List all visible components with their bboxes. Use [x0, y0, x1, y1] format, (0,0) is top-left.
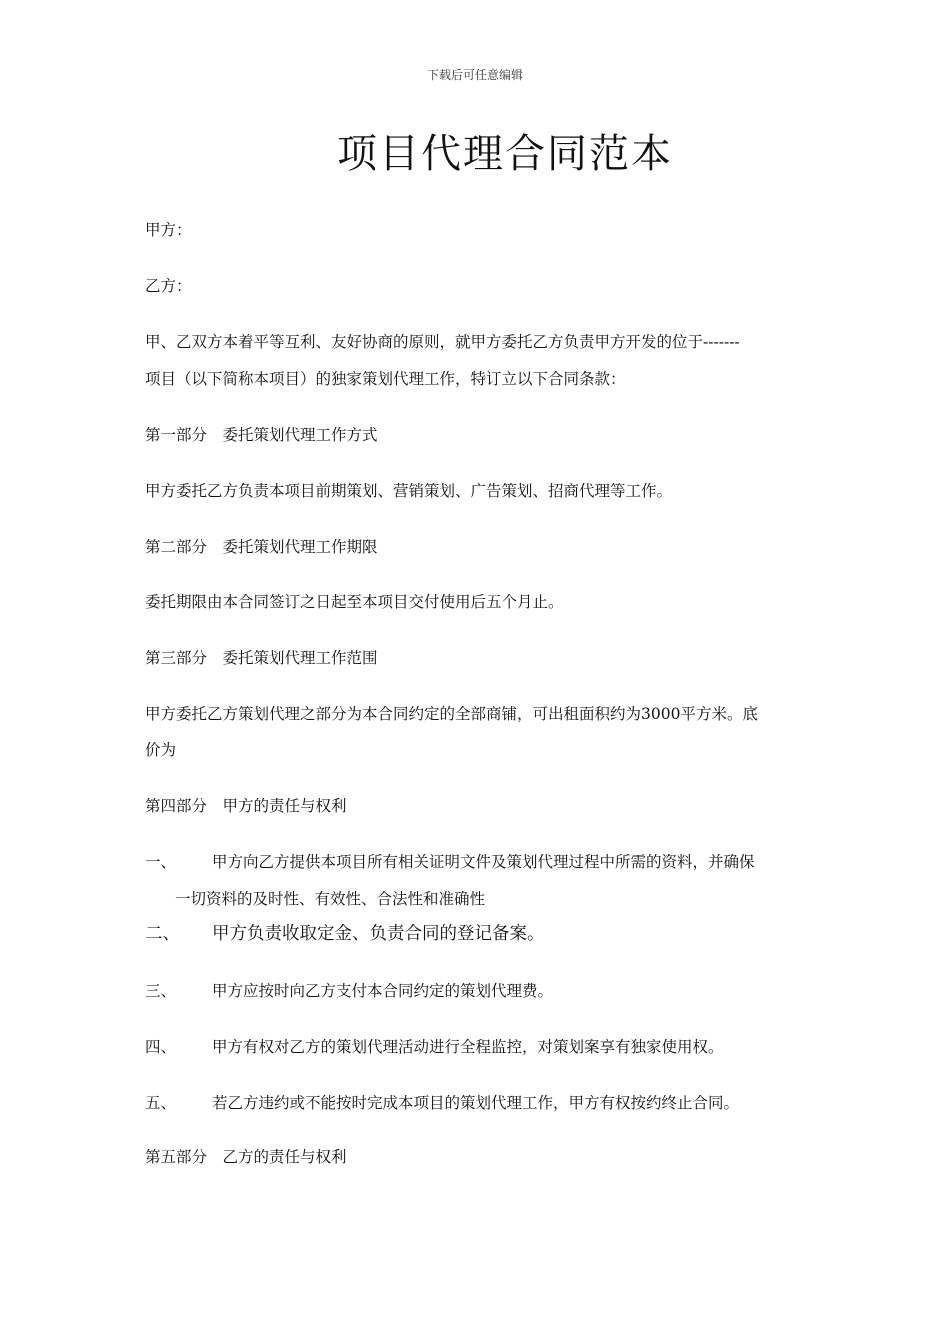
part3-heading: 第三部分 委托策划代理工作范围 [145, 649, 378, 667]
part2-body: 委托期限由本合同签订之日起至本项目交付使用后五个月止。 [145, 593, 564, 611]
list-item-number: 一、 [145, 853, 177, 871]
list-item-text: 甲方有权对乙方的策划代理活动进行全程监控，对策划案享有独家使用权。 [212, 1038, 724, 1056]
part1-body: 甲方委托乙方负责本项目前期策划、营销策划、广告策划、招商代理等工作。 [145, 482, 673, 500]
intro-line-1: 甲、乙双方本着平等互利、友好协商的原则，就甲方委托乙方负责甲方开发的位于------- [145, 333, 740, 351]
list-item-number: 四、 [145, 1038, 177, 1056]
list-item-text: 若乙方违约或不能按时完成本项目的策划代理工作，甲方有权按约终止合同。 [212, 1094, 740, 1112]
party-a-label: 甲方： [145, 221, 192, 239]
header-note: 下载后可任意编辑 [426, 68, 523, 82]
part2-heading: 第二部分 委托策划代理工作期限 [145, 538, 378, 556]
list-item-continuation: 一切资料的及时性、有效性、合法性和准确性 [175, 890, 486, 908]
document-title: 项目代理合同范本 [337, 131, 673, 177]
list-item-text: 甲方应按时向乙方支付本合同约定的策划代理费。 [212, 982, 554, 1000]
party-b-label: 乙方： [145, 277, 192, 295]
part5-heading: 第五部分 乙方的责任与权利 [145, 1148, 347, 1166]
list-item-number: 三、 [145, 982, 177, 1000]
part3-body-line-1: 甲方委托乙方策划代理之部分为本合同约定的全部商铺，可出租面积约为3000平方米。底 [145, 705, 758, 723]
part1-heading: 第一部分 委托策划代理工作方式 [145, 426, 378, 444]
part4-heading: 第四部分 甲方的责任与权利 [145, 797, 347, 815]
part3-body-line-2: 价为 [145, 741, 177, 759]
list-item-text: 甲方向乙方提供本项目所有相关证明文件及策划代理过程中所需的资料，并确保 [212, 853, 755, 871]
intro-line-2: 项目（以下简称本项目）的独家策划代理工作，特订立以下合同条款： [145, 370, 626, 388]
list-item-number: 二、 [145, 924, 180, 944]
list-item-number: 五、 [145, 1094, 177, 1112]
list-item-text: 甲方负责收取定金、负责合同的登记备案。 [212, 924, 545, 944]
